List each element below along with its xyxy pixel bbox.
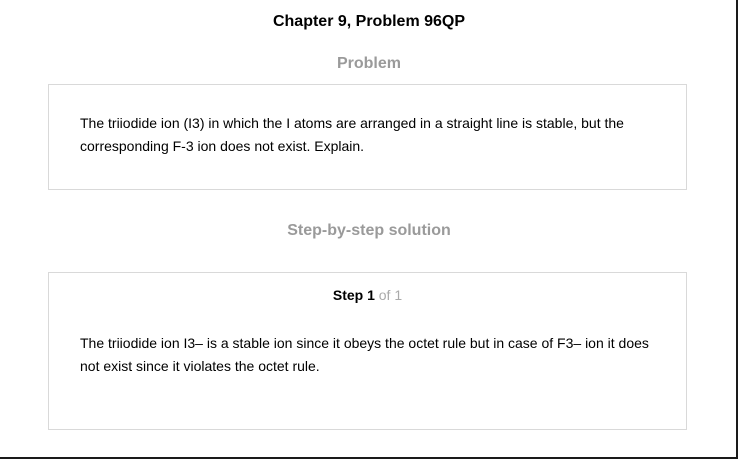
problem-text: The triiodide ion (I3) in which the I atoms are arranged in a straight line is stable, but the corresponding F-3 ion does not exist. Explain. [80,115,624,154]
step-header [49,286,686,304]
solution-card [48,272,687,430]
step-label: Step 1 [332,287,375,303]
problem-heading: Problem [336,55,401,72]
step-count: of 1 [378,287,403,303]
solution-text: The triiodide ion I3– is a stable ion since it obeys the octet rule but in case of F3– ion it does not exist since it violates the octet rule. [80,335,649,374]
chapter-title: Chapter 9, Problem 96QP [272,13,466,30]
problem-card [48,84,687,190]
solution-heading: Step-by-step solution [287,222,451,239]
